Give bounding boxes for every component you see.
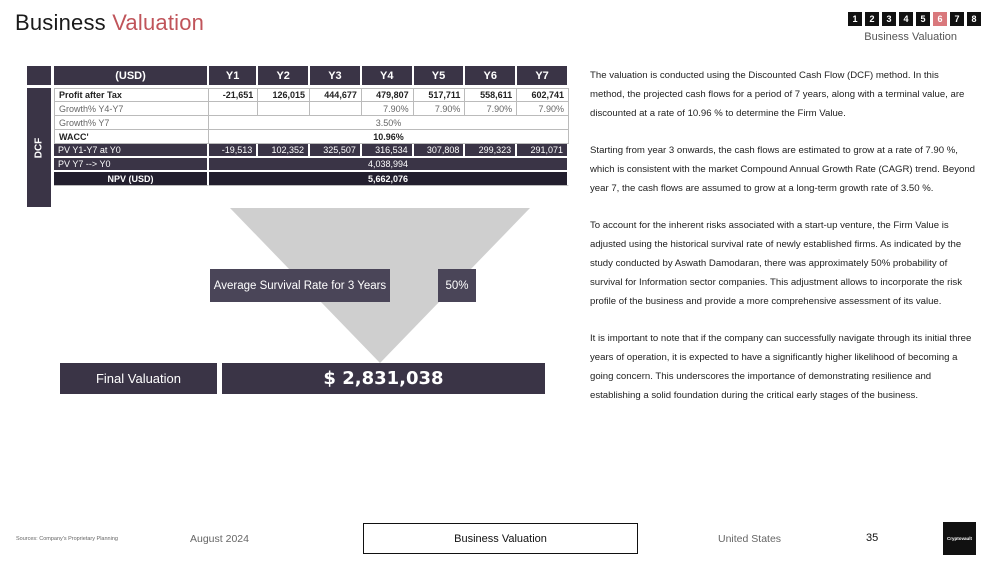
table-cell: 126,015 [258,88,310,102]
table-cell: 7.90% [517,102,569,116]
table-cell: 517,711 [414,88,466,102]
table-cell: 444,677 [310,88,362,102]
table-cell: 299,323 [465,144,517,158]
footer-section-box: Business Valuation [363,523,638,554]
row-label: NPV (USD) [54,172,209,186]
table-cell: 3.50% [209,116,569,130]
table-row-pv-y1-y7 [54,144,569,158]
dcf-side-text: DCF [33,137,45,158]
table-cell: 10.96% [209,130,569,144]
step-1[interactable]: 1 [848,12,862,26]
dcf-side-label [27,88,51,207]
page-number: 35 [866,532,879,544]
step-5[interactable]: 5 [916,12,930,26]
paragraph-1: The valuation is conducted using the Discounted Cash Flow (DCF) method. In this method, the projected cash flows for a period of 7 years, along with a terminal value, are discounted at a rate of 10.96 % to determine the Firm Value. [590,70,965,119]
col-header-y2: Y2 [258,66,310,85]
row-label: Profit after Tax [54,88,209,102]
table-cell: -21,651 [209,88,258,102]
row-label: PV Y1-Y7 at Y0 [54,144,209,158]
table-cell: 5,662,076 [209,172,569,186]
dcf-table [54,66,569,186]
table-cell: 325,507 [310,144,362,158]
description-text [590,66,975,423]
page-title [15,10,204,36]
table-cell: 7.90% [362,102,414,116]
table-cell [310,102,362,116]
table-cell: -19,513 [209,144,258,158]
survival-rate-label: Average Survival Rate for 3 Years [210,269,390,302]
step-8[interactable]: 8 [967,12,981,26]
col-header-y7: Y7 [517,66,569,85]
col-header-usd: (USD) [54,66,209,85]
table-row-growth-y4-y7 [54,102,569,116]
row-label: PV Y7 --> Y0 [54,158,209,172]
footer-source: Sources: Company's Proprietary Planning [16,536,118,542]
footer-country: United States [718,533,782,545]
title-part-2: Valuation [112,10,205,35]
paragraph-3: To account for the inherent risks associated with a start-up venture, the Firm Value is adjusted using the historical survival rate of newly established firms. As indicated by the study conducted by Aswath Damodaran, there was approximately 50% probability of survival for Information sector companies. This adjustment allows to incorporate the risk profile of the business and provide a more comprehensive assessment of its value. [590,220,963,307]
step-4[interactable]: 4 [899,12,913,26]
table-cell: 316,534 [362,144,414,158]
step-3[interactable]: 3 [882,12,896,26]
step-7[interactable]: 7 [950,12,964,26]
table-row-wacc [54,130,569,144]
col-header-y6: Y6 [465,66,517,85]
table-cell: 602,741 [517,88,569,102]
step-6[interactable]: 6 [933,12,947,26]
col-header-y1: Y1 [209,66,258,85]
table-cell [258,102,310,116]
company-logo: Cryptovault [943,522,976,555]
table-cell: 291,071 [517,144,569,158]
table-row-growth-y7 [54,116,569,130]
table-cell: 558,611 [465,88,517,102]
table-cell: 307,808 [414,144,466,158]
row-label: Growth% Y4-Y7 [54,102,209,116]
col-header-y4: Y4 [362,66,414,85]
table-cell: 4,038,994 [209,158,569,172]
table-header-row [54,66,569,85]
survival-rate-value: 50% [438,269,476,302]
table-cell: 7.90% [465,102,517,116]
step-2[interactable]: 2 [865,12,879,26]
table-cell [209,102,258,116]
col-header-y5: Y5 [414,66,466,85]
table-cell: 7.90% [414,102,466,116]
table-cell: 479,807 [362,88,414,102]
final-valuation-value: $ 2,831,038 [222,363,545,394]
table-header-stub [27,66,51,85]
table-row-npv [54,172,569,186]
final-valuation-label: Final Valuation [60,363,217,394]
table-cell: 102,352 [258,144,310,158]
paragraph-2: Starting from year 3 onwards, the cash flows are estimated to grow at a rate of 7.90 %, which is consistent with the market Compound Annual Growth Rate (CAGR) trend. Beyond year 7, the cash flows are assumed to grow at a long-term growth rate of 3.50 %. [590,145,975,194]
col-header-y3: Y3 [310,66,362,85]
row-label: Growth% Y7 [54,116,209,130]
row-label: WACC' [54,130,209,144]
section-stepper [848,12,981,26]
table-row-pv-y7-y0 [54,158,569,172]
footer-date: August 2024 [190,533,249,545]
paragraph-4: It is important to note that if the company can successfully navigate through its initial three years of operation, it is expected to have a significantly higher likelihood of becoming a going concern. This underscores the importance of demonstrating resilience and establishing a solid foundation during the critical early stages of the business. [590,333,972,401]
table-row-profit [54,88,569,102]
title-part-1: Business [15,10,106,35]
section-caption: Business Valuation [864,31,957,43]
